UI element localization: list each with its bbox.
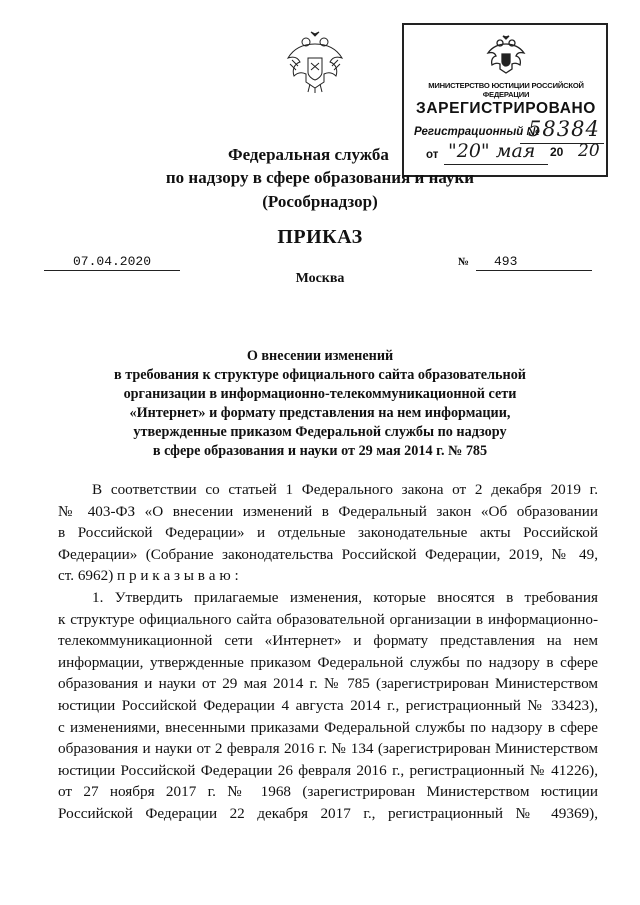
coat-of-arms-icon	[284, 30, 346, 94]
title-line: «Интернет» и формату представления на нем информации,	[129, 405, 511, 421]
order-body	[58, 479, 598, 825]
document-type: ПРИКАЗ	[277, 226, 363, 248]
body-line: образования и науки от 29 мая 2014 г. № 785 (зарегистрирован Министерством	[58, 675, 598, 693]
body-line: с изменениями, внесенными приказами Федеральной службы по надзору в сфере	[58, 718, 598, 736]
body-line: от 27 ноября 2017 г. № 1968 (зарегистрирован Министерством юстиции	[58, 783, 598, 801]
city: Москва	[295, 271, 345, 286]
stamp-date-year-printed: 20	[550, 145, 564, 159]
title-line: О внесении изменений	[246, 348, 394, 364]
body-line: юстиции Российской Федерации 4 августа 2014 г., регистрационный № 33423),	[58, 696, 598, 714]
title-line: организации в информационно-телекоммуникационной сети	[123, 386, 517, 402]
stamp-reg-number: 58384	[528, 117, 600, 141]
stamp-date-underline	[444, 164, 548, 165]
stamp-date-handwritten: "20" мая	[448, 140, 536, 162]
order-date: 07.04.2020	[44, 254, 180, 271]
body-line: ст. 6962) п р и к а з ы в а ю :	[58, 567, 239, 585]
agency-abbreviation: (Рособрнадзор)	[262, 192, 378, 211]
body-line: № 403-ФЗ «О внесении изменений в Федеральный закон «Об образовании	[58, 502, 598, 520]
agency-name-line2: по надзору в сфере образования и науки	[165, 168, 475, 187]
body-line: Федерации» (Собрание законодательства Российской Федерации, 2019, № 49,	[58, 545, 598, 563]
agency-name: Федеральная служба	[228, 145, 389, 164]
body-line: информации, утвержденные приказом Федеральной службы по надзору в сфере	[58, 653, 598, 671]
stamp-reg-number-label: Регистрационный №	[414, 126, 540, 138]
stamp-ministry-name: МИНИСТЕРСТВО ЮСТИЦИИ РОССИЙСКОЙ ФЕДЕРАЦИИ	[428, 81, 584, 99]
body-line: юстиции Российской Федерации 26 февраля 2016 г., регистрационный № 41226),	[58, 761, 598, 779]
body-line: к структуре официального сайта образовательной организации в информационно-	[58, 610, 598, 628]
registration-stamp	[402, 23, 608, 177]
title-line: утвержденные приказом Федеральной службы по надзору	[133, 424, 507, 440]
body-line: телекоммуникационной сети «Интернет» и формату представления на нем	[58, 632, 598, 650]
body-line: в Российской Федерации» и отдельные законодательные акты Российской	[58, 524, 598, 542]
stamp-registered-label: ЗАРЕГИСТРИРОВАНО	[416, 100, 596, 117]
body-line: Российской Федерации 22 декабря 2017 г., регистрационный № 49369),	[58, 804, 598, 822]
stamp-emblem-icon	[486, 35, 526, 75]
title-line: в требования к структуре официального сайта образовательной	[114, 367, 526, 383]
body-line: 1. Утвердить прилагаемые изменения, которые вносятся в требования	[92, 588, 598, 606]
body-line: образования и науки от 2 февраля 2016 г. № 134 (зарегистрирован Министерством	[58, 740, 598, 758]
stamp-date-year-handwritten: 20	[578, 141, 600, 161]
order-number-label: №	[458, 256, 470, 268]
order-title	[100, 347, 540, 461]
order-number: 493	[476, 254, 592, 271]
body-line: В соответствии со статьей 1 Федерального закона от 2 декабря 2019 г.	[92, 481, 598, 498]
title-line: в сфере образования и науки от 29 мая 2014 г. № 785	[152, 443, 488, 459]
stamp-date-prefix: от	[426, 149, 439, 161]
